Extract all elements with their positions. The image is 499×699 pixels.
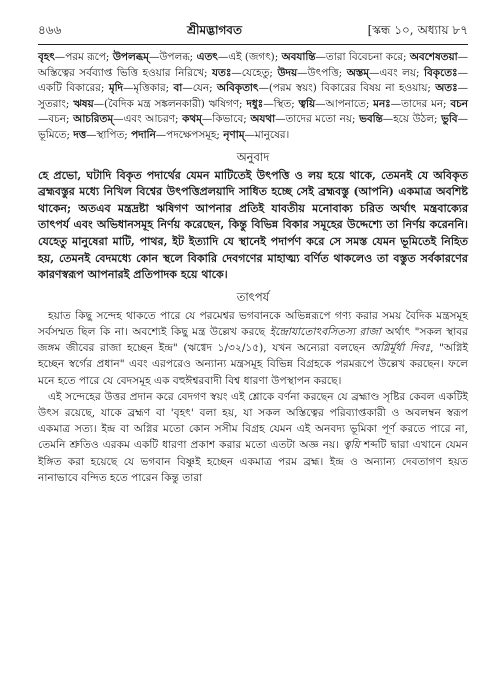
synonym-meaning: —একটি বিকারের; bbox=[38, 66, 468, 95]
synonym-word: বচন bbox=[450, 97, 468, 110]
synonym-word: অবিকৃতাৎ bbox=[217, 82, 259, 95]
synonym-meaning: —তারা বিবেচনা করে; bbox=[315, 51, 410, 63]
synonym-word: উদয় bbox=[277, 66, 298, 79]
purport-p2-text: এই সন্দেহের উত্তর প্রদান করে বেদগণ স্বয়ং এই শ্লোকে বর্ণনা করছেন যে ব্রহ্মাণ্ড সৃষ্টির কেবল একটিই উৎস রয়েছে, যাকে ব্রহ্মণ বা 'বৃহৎ' বলা হয়, যা সকল অস্তিত্বের পরিব্যাপ্তকারী ও অবলম্বন স্বরূপ একমাত্র সত্য। ইন্দ্র বা অগ্নির মতো কোন সসীম বিগ্রহ যেমন এই অনবদ্য ভূমিকা পূর্ণ করতে পারে না, তেমনি শ্রুতিও এরকম একটি ধারণা প্রকাশ করার মতো এতটা অজ্ঞ নয়। bbox=[38, 390, 468, 452]
synonym-meaning: —আপনাতে; bbox=[315, 97, 374, 110]
purport-p1-quote-2: অগ্নির্মূর্ধা দিবঃ bbox=[370, 342, 431, 355]
synonym-word: মৃদি bbox=[108, 82, 124, 95]
synonym-word: পদানি bbox=[131, 128, 156, 141]
page-number: ৪৬৬ bbox=[38, 23, 62, 37]
synonym-word: মনঃ bbox=[373, 97, 391, 110]
synonym-word: অযথা bbox=[250, 113, 276, 126]
synonym-word: বিকৃতেঃ bbox=[424, 66, 458, 79]
synonym-word: ভবন্তি bbox=[359, 113, 383, 126]
synonym-meaning: —অস্তিত্বের সর্বব্যাপ্ত ভিত্তি হওয়ার নিরিখে; bbox=[38, 51, 468, 79]
translation-text: হে প্রভো, ঘটাদি বিকৃত পদার্থের যেমন মাটিতেই উৎপত্তি ও লয় হয়ে থাকে, তেমনই যে অবিকৃত ব্রহ্মবস্তুর মধ্যে নিখিল বিশ্বের উৎপত্তিপ্রলয়াদি সাধিত হচ্ছে সেই ব্রহ্মবস্তু (আপনি) একমাত্র অবশিষ্ট থাকেন; অতএব মন্ত্রদ্রষ্টা ঋষিগণ আপনার প্রতিই যাবতীয় মনোবাক্য চরিত অর্থাৎ মন্ত্রবাক্যের তাৎপর্য এবং অভিধানসমূহ নির্ণয় করেছেন, কিন্তু বিভিন্ন বিকার সমূহের উদ্দেশ্যে তা নির্ণয় করেননি। যেহেতু মানুষেরা মাটি, পাথর, ইট ইত্যাদি যে স্থানেই পদার্পণ করে সে সমস্ত যেমন ভূমিতেই নিহিত হয়, তেমনই বেদমধ্যে কোন স্থলে বিকারি দেবগণের মাহাত্ম্য বর্ণিত থাকলেও তা বস্তুত সর্বকারণের কারণস্বরূপ আপনারই প্রতিপাদক হয়ে থাকে। bbox=[38, 168, 468, 282]
synonym-word: যতঃ bbox=[212, 66, 232, 79]
book-title: শ্রীমদ্ভাগবত bbox=[186, 23, 242, 37]
synonym-meaning: —তাদের মতো নয়; bbox=[275, 113, 360, 126]
purport-paragraph-2 bbox=[38, 389, 468, 486]
synonym-word: ঋষয় bbox=[73, 97, 94, 110]
header-rule bbox=[38, 44, 468, 45]
synonym-meaning: —উপলব্ধ; bbox=[148, 51, 197, 63]
synonym-meaning: —স্থাপিত; bbox=[86, 128, 132, 141]
purport-p1-end: , "অগ্নিই হচ্ছেন স্বর্গের প্রধান" এবং এরপরেও অন্যান্য মন্ত্রসমূহ বিভিন্ন বিগ্রহকে পরমরূপে উল্লেখ করছেন। ফলে মনে হতে পারে যে বেদসমূহ এক বহুঈশ্বরবাদী বিশ্ব ধারণা উপস্থাপন করছে। bbox=[38, 342, 468, 387]
synonym-meaning: —পরম রূপে; bbox=[54, 51, 113, 63]
synonym-word: ভুবি bbox=[441, 113, 458, 126]
synonym-meaning: —পদক্ষেপসমূহ; bbox=[155, 128, 224, 141]
purport-p2-quote: ত্বয়ি bbox=[343, 439, 360, 452]
synonym-word: দধুঃ bbox=[246, 97, 264, 110]
synonym-word: দত্ত bbox=[73, 128, 87, 141]
synonym-meaning: —যেন; bbox=[182, 82, 218, 95]
synonym-word: এতৎ bbox=[196, 51, 218, 63]
synonym-meaning: —এই (জগৎ); bbox=[217, 51, 282, 63]
purport-p2-end: শব্দটি দ্বারা এখানে যেমন ইঙ্গিত করা হয়েছে যে ভগবান বিষ্ণুই হচ্ছেন একমাত্র পরম ব্রহ্ম। ইন্দ্র ও অন্যান্য দেবতাগণ হয়ত নানাভাবে বন্দিত হতে পারেন কিন্তু তারা bbox=[38, 439, 468, 484]
synonym-meaning: —ভূমিতে; bbox=[38, 113, 468, 141]
synonym-meaning: —কিভাবে; bbox=[201, 113, 251, 126]
synonym-word: অতঃ bbox=[435, 82, 458, 95]
synonym-meaning: —বচন; bbox=[38, 113, 74, 126]
synonym-word: অস্তম্ bbox=[346, 66, 369, 79]
synonym-word: আচরিতম্ bbox=[73, 113, 114, 126]
page bbox=[38, 22, 468, 682]
synonym-meaning: —এবং লয়; bbox=[368, 66, 425, 79]
canto-chapter: [স্কন্ধ ১০, অধ্যায় ৮৭ bbox=[367, 23, 468, 37]
synonym-meaning: —সুতরাং; bbox=[38, 82, 469, 110]
synonym-word: উপলব্ধম্ bbox=[112, 51, 149, 63]
synonym-word: অবশেষতয়া bbox=[409, 51, 458, 63]
translation-heading: অনুবাদ bbox=[236, 149, 270, 164]
synonym-meaning: —স্থিত; bbox=[263, 97, 299, 110]
purport-heading: তাৎপর্য bbox=[236, 289, 270, 304]
synonym-meaning: —(পরম স্বয়ং) বিকারের বিষয় না হওয়ায়; bbox=[258, 82, 436, 95]
synonym-word: বা bbox=[173, 82, 183, 95]
purport-p1-text: হয়াত কিছু সন্দেহ থাকতে পারে যে পরমেশ্বর ভগবানকে অভিন্নরূপে গণ্য করার সময় বৈদিক মন্ত্রসমূহ সর্বসম্মত ছিল কি না। অবশ্যেই কিছু মন্ত্র উল্লেখ করছে bbox=[38, 309, 468, 338]
synonym-word: কথম্ bbox=[182, 113, 202, 126]
synonym-word: অবযান্তি bbox=[281, 51, 316, 63]
purport-p1-middle: অর্থাৎ "সকল স্থাবর জঙ্গম জীবের রাজা হচ্ছেন ইন্দ্র" (ঋগ্বেদ ১/৩২/১৫), যখন অন্যেরা বলছেন bbox=[38, 325, 469, 355]
synonym-meaning: —এবং আচরণ; bbox=[113, 113, 183, 126]
synonym-meaning: —তাদের মন; bbox=[390, 97, 451, 110]
synonym-meaning: —যেহেতু; bbox=[231, 66, 278, 79]
synonym-meaning: —উৎপত্তি; bbox=[297, 66, 347, 79]
synonym-word: নৃণাম্ bbox=[223, 128, 245, 141]
synonyms-paragraph bbox=[38, 50, 468, 144]
synonym-meaning: —(বৈদিক মন্ত্র সঙ্কলনকারী) ঋষিগণ; bbox=[93, 97, 247, 110]
synonym-meaning: —মৃত্তিকার; bbox=[123, 82, 174, 95]
page-header bbox=[38, 22, 468, 42]
synonym-meaning: —হয়ে উঠল; bbox=[382, 113, 442, 126]
synonym-meaning: —মানুষের। bbox=[244, 128, 290, 141]
synonym-word: ত্বয়ি bbox=[298, 97, 316, 110]
purport-paragraph-1 bbox=[38, 308, 468, 389]
synonym-word: বৃহৎ bbox=[38, 51, 55, 63]
purport-p1-quote: ইন্দ্রোযাতোঽবসিতস্য রাজা bbox=[269, 325, 382, 338]
